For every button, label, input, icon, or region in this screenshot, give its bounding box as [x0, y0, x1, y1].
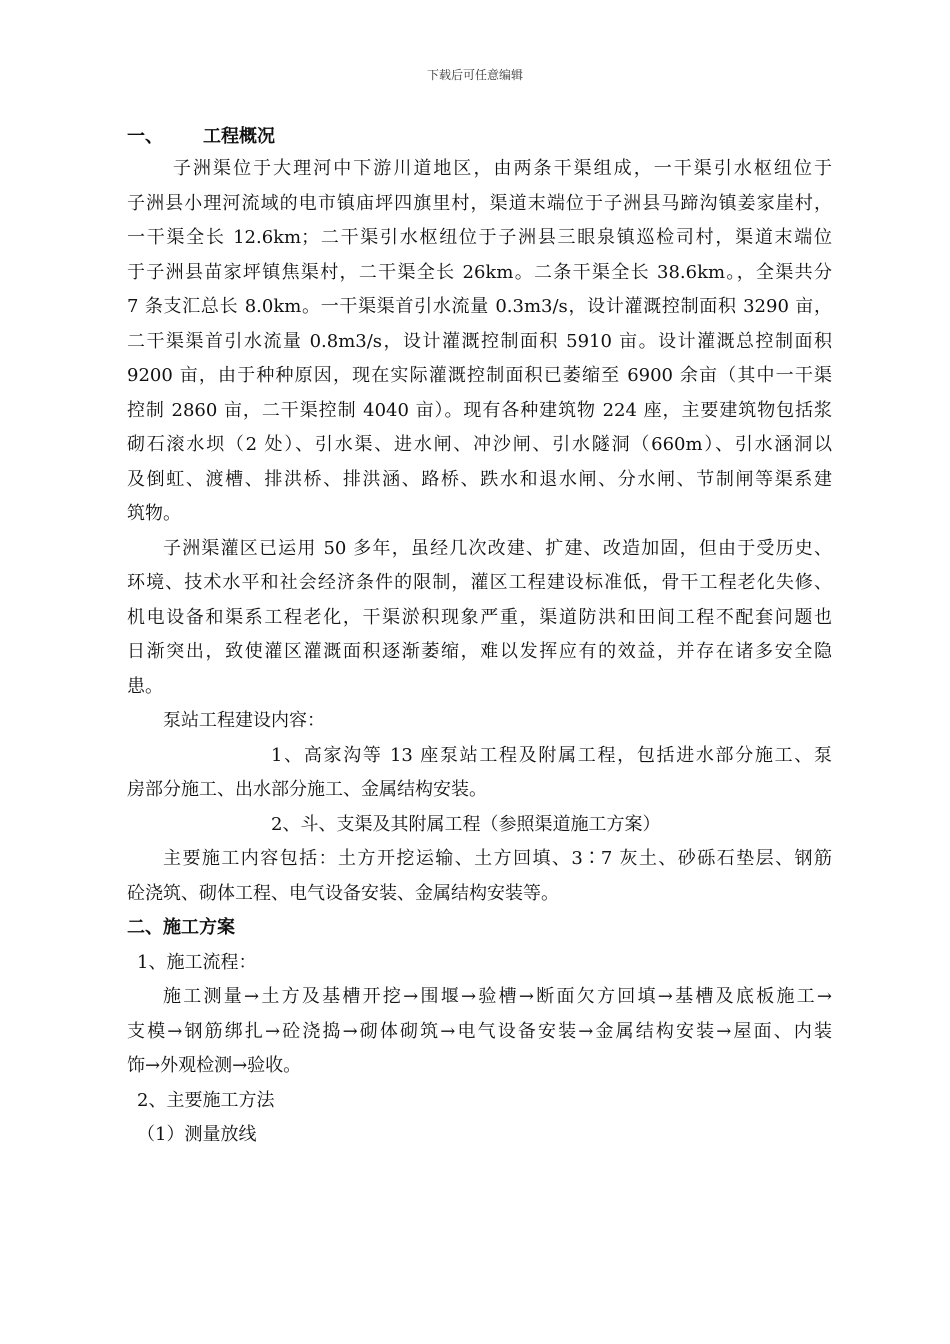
paragraph-line: 一干渠全长 12.6km；二干渠引水枢纽位于子洲县三眼泉镇巡检司村，渠道末端位	[127, 227, 832, 248]
section-1-number: 一、	[127, 126, 163, 147]
subsection-construction-flow: 1、施工流程：	[137, 951, 257, 973]
paragraph-line: 支模→钢筋绑扎→砼浇捣→砌体砌筑→电气设备安装→金属结构安装→屋面、内装	[127, 1020, 832, 1042]
paragraph-line: 子洲渠灌区已运用 50 多年，虽经几次改建、扩建、改造加固，但由于受历史、	[163, 537, 832, 559]
paragraph-line: 7 条支汇总长 8.0km。一干渠渠首引水流量 0.3m3/s，设计灌溉控制面积 3290 亩，	[127, 296, 832, 317]
subsection-survey-layout: （1）测量放线	[137, 1124, 257, 1145]
paragraph-line: 砼浇筑、砌体工程、电气设备安装、金属结构安装等。	[127, 882, 559, 904]
section-2-heading: 二、施工方案	[127, 917, 235, 938]
paragraph-line: 控制 2860 亩，二干渠控制 4040 亩）。现有各种建筑物 224 座，主要建筑物包括浆	[127, 399, 832, 421]
paragraph-construction-flow	[127, 980, 832, 1084]
paragraph-line: 房部分施工、出水部分施工、金属结构安装。	[127, 779, 487, 800]
paragraph-line: 机电设备和渠系工程老化，干渠淤积现象严重，渠道防洪和田间工程不配套问题也	[127, 606, 832, 628]
paragraph-line: 主要施工内容包括：土方开挖运输、土方回填、3∶7 灰土、砂砾石垫层、钢筋	[163, 848, 832, 869]
paragraph-line: 于子洲县苗家坪镇焦渠村，二干渠全长 26km。二条干渠全长 38.6km。，全渠共分	[127, 261, 832, 283]
paragraph-line: 施工测量→土方及基槽开挖→围堰→验槽→断面欠方回填→基槽及底板施工→	[163, 986, 832, 1007]
section-1-title: 工程概况	[203, 126, 275, 147]
paragraph-line: 饰→外观检测→验收。	[127, 1055, 302, 1076]
paragraph-line: 患。	[127, 675, 163, 697]
paragraph-pump-item-1	[127, 739, 832, 808]
document-body	[127, 122, 832, 1153]
paragraph-line: 砌石滚水坝（2 处）、引水渠、进水闸、冲沙闸、引水隧洞（660m）、引水涵洞以	[127, 434, 832, 455]
subsection-main-methods: 2、主要施工方法	[137, 1089, 275, 1111]
paragraph-overview	[127, 152, 832, 532]
paragraph-pump-item-2: 2、斗、支渠及其附属工程（参照渠道施工方案）	[271, 813, 661, 835]
paragraph-main-works	[127, 842, 832, 911]
paragraph-line: 日渐突出，致使灌区灌溉面积逐渐萎缩，难以发挥应有的效益，并存在诸多安全隐	[127, 641, 832, 662]
paragraph-line: 环境、技术水平和社会经济条件的限制，灌区工程建设标准低，骨干工程老化失修、	[127, 572, 832, 593]
paragraph-line: 9200 亩，由于种种原因，现在实际灌溉控制面积已萎缩至 6900 余亩（其中一干渠	[127, 365, 832, 386]
paragraph-line: 子洲渠位于大理河中下游川道地区，由两条干渠组成，一干渠引水枢纽位于	[173, 158, 832, 179]
section-1-heading	[127, 122, 832, 152]
paragraph-line: 子洲县小理河流域的电市镇庙坪四旗里村，渠道末端位于子洲县马蹄沟镇姜家崖村，	[127, 192, 832, 214]
paragraph-line: 筑物。	[127, 503, 181, 524]
paragraph-line: 及倒虹、渡槽、排洪桥、排洪涵、路桥、跌水和退水闸、分水闸、节制闸等渠系建	[127, 468, 832, 490]
paragraph-line: 二干渠渠首引水流量 0.8m3/s，设计灌溉控制面积 5910 亩。设计灌溉总控制面积	[127, 330, 832, 352]
paragraph-history	[127, 532, 832, 705]
paragraph-line: 1、高家沟等 13 座泵站工程及附属工程，包括进水部分施工、泵	[271, 744, 832, 766]
page-header-note: 下载后可任意编辑	[426, 68, 523, 82]
paragraph-pump-station-intro: 泵站工程建设内容：	[163, 710, 325, 731]
